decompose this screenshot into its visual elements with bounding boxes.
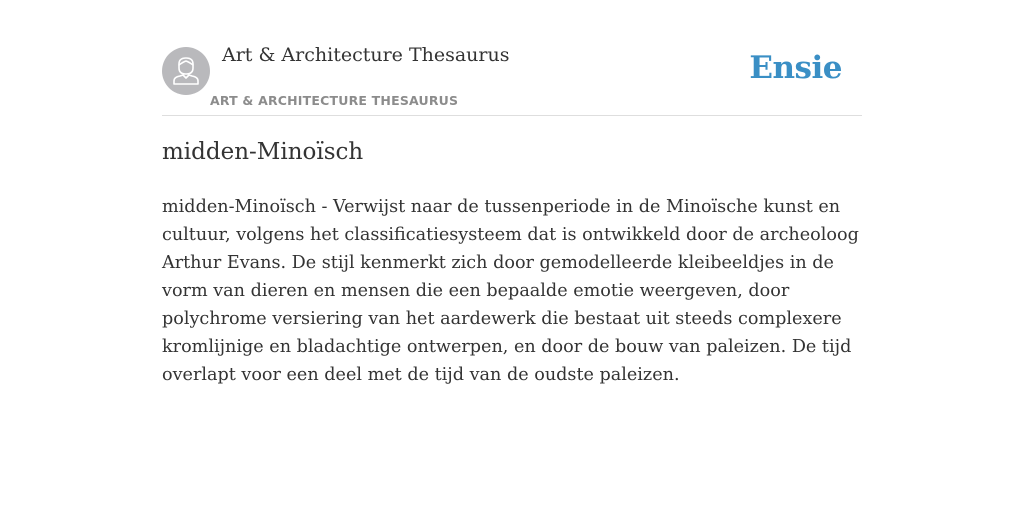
user-icon [162,47,210,95]
avatar[interactable] [162,47,210,95]
entry-header [162,40,862,116]
definition-text: midden-Minoïsch - Verwijst naar de tussenperiode in de Minoïsche kunst en cultuur, volgens het classificatiesysteem dat is ontwikkeld door de archeoloog Arthur Evans. De stijl kenmerkt zich door gemodelleerde kleibeeldjes in de vorm van dieren en mensen die een bepaalde emotie weergeven, door polychrome versiering van het aardewerk die bestaat uit steeds complexere kromlijnige en bladachtige ontwerpen, en door de bouw van paleizen. De tijd overlapt voor een deel met de tijd van de oudste paleizen. [162,197,859,385]
brand-logo[interactable]: Ensie [749,50,842,86]
source-label[interactable]: ART & ARCHITECTURE THESAURUS [210,93,459,108]
page-title: midden-Minoïsch [162,139,364,165]
author-name[interactable]: Art & Architecture Thesaurus [222,44,510,66]
